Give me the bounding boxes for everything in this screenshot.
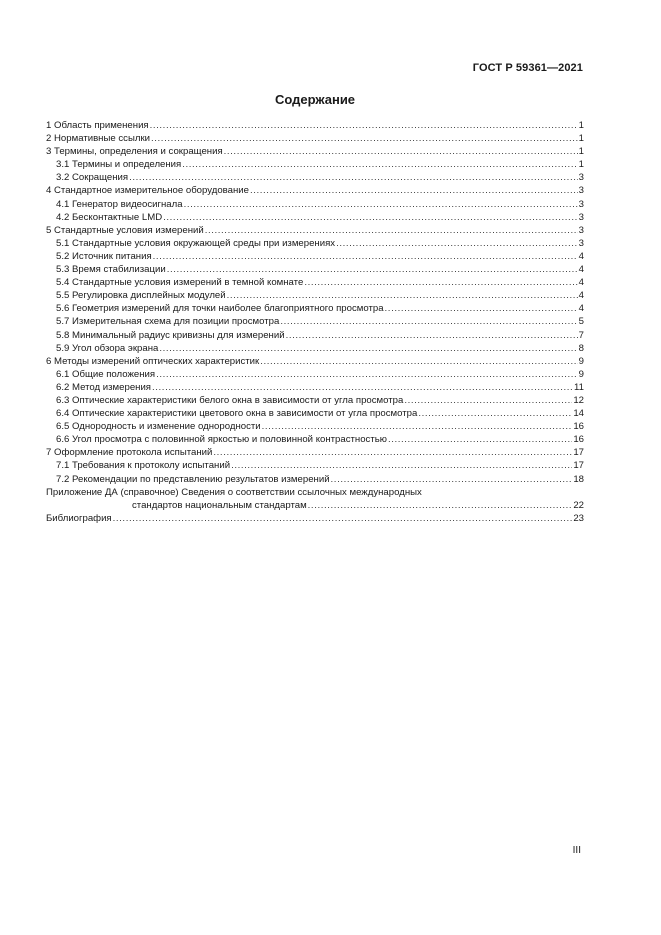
dot-leader — [153, 250, 578, 263]
toc-entry-title: 6.2 Метод измерения — [56, 381, 152, 393]
toc-entry-bibliography[interactable] — [46, 512, 584, 525]
dot-leader — [152, 381, 573, 394]
toc-entry-title: 4 Стандартное измерительное оборудование — [46, 185, 249, 197]
toc-entry[interactable] — [46, 381, 584, 394]
dot-leader — [331, 473, 573, 486]
toc-entry-page: 22 — [573, 499, 584, 511]
toc-entry[interactable] — [46, 276, 584, 289]
dot-leader — [150, 119, 578, 132]
toc-entry[interactable] — [46, 459, 584, 472]
toc-entry-page: 17 — [573, 447, 584, 459]
toc-entry-page: 4 — [578, 277, 584, 289]
toc-entry-title: 7 Оформление протокола испытаний — [46, 447, 213, 459]
toc-entry[interactable] — [46, 473, 584, 486]
toc-entry-title: 7.2 Рекомендации по представлению результатов измерений — [56, 473, 330, 485]
toc-entry-title: 1 Область применения — [46, 120, 149, 131]
toc-entry-page: 4 — [578, 250, 584, 262]
toc-entry-page: 1 — [578, 133, 584, 145]
toc-entry-title: 2 Нормативные ссылки — [46, 133, 151, 145]
toc-entry[interactable] — [46, 211, 584, 224]
toc-entry-page: 1 — [578, 146, 584, 158]
toc-entry[interactable] — [46, 342, 584, 355]
toc-entry-title: 6.4 Оптические характеристики цветового окна в зависимости от угла просмотра — [56, 408, 418, 420]
toc-entry-appendix-cont[interactable] — [46, 499, 584, 512]
toc-entry-page: 3 — [578, 172, 584, 184]
dot-leader — [227, 289, 578, 302]
toc-entry-title: стандартов национальным стандартам — [132, 499, 307, 511]
toc-entry[interactable] — [46, 355, 584, 368]
toc-entry-page: 1 — [578, 159, 584, 171]
toc-entry-page: 3 — [578, 224, 584, 236]
page-title: Содержание — [274, 92, 356, 107]
dot-leader — [336, 237, 578, 250]
dot-leader — [418, 407, 572, 420]
toc-entry[interactable] — [46, 184, 584, 197]
dot-leader — [151, 132, 578, 145]
dot-leader — [156, 368, 578, 381]
toc-entry-title: 3.1 Термины и определения — [56, 159, 182, 171]
dot-leader — [129, 171, 578, 184]
dot-leader — [163, 211, 578, 224]
dot-leader — [308, 499, 573, 512]
toc-entry-title: 5.4 Стандартные условия измерений в темной комнате — [56, 277, 304, 289]
toc-entry[interactable] — [46, 433, 584, 446]
toc-entry[interactable] — [46, 119, 584, 132]
toc-entry[interactable] — [46, 394, 584, 407]
dot-leader — [231, 459, 572, 472]
toc-entry-title: 3 Термины, определения и сокращения — [46, 146, 223, 158]
toc-entry-title: 6.1 Общие положения — [56, 368, 156, 380]
toc-entry-title: 6.6 Угол просмотра с половинной яркостью и половинной контрастностью — [56, 434, 387, 446]
standard-code: ГОСТ Р 59361—2021 — [472, 62, 583, 74]
toc-entry-title: 6.3 Оптические характеристики белого окна в зависимости от угла просмотра — [56, 394, 404, 406]
toc-entry-title: 5.7 Измерительная схема для позиции просмотра — [56, 316, 280, 328]
toc-entry-title: 5.1 Стандартные условия окружающей среды при измерениях — [56, 237, 336, 249]
dot-leader — [205, 224, 578, 237]
toc-entry[interactable] — [46, 289, 584, 302]
dot-leader — [280, 315, 577, 328]
toc-entry-page: 17 — [573, 460, 584, 472]
toc-entry[interactable] — [46, 237, 584, 250]
toc-entry-page: 9 — [578, 355, 584, 367]
toc-entry-page: 4 — [578, 264, 584, 276]
toc-entry-page: 3 — [578, 211, 584, 223]
toc-entry[interactable] — [46, 145, 584, 158]
toc-entry[interactable] — [46, 263, 584, 276]
dot-leader — [286, 329, 578, 342]
toc-entry-title: Библиография — [46, 512, 112, 524]
toc-entry-page: 9 — [578, 368, 584, 380]
toc-entry-title: 7.1 Требования к протоколу испытаний — [56, 460, 231, 472]
dot-leader — [262, 420, 573, 433]
toc-entry-page: 7 — [578, 329, 584, 341]
toc-entry-title: 5.5 Регулировка дисплейных модулей — [56, 290, 226, 302]
toc-entry[interactable] — [46, 368, 584, 381]
toc-entry-title: 5.6 Геометрия измерений для точки наиболее благоприятного просмотра — [56, 303, 384, 315]
toc-entry[interactable] — [46, 224, 584, 237]
toc-entry-title: Приложение ДА (справочное) Сведения о соответствии ссылочных международных — [46, 486, 422, 498]
toc-entry[interactable] — [46, 198, 584, 211]
toc-entry-title: 5.2 Источник питания — [56, 250, 152, 262]
dot-leader — [260, 355, 577, 368]
dot-leader — [224, 145, 578, 158]
table-of-contents — [46, 119, 584, 525]
toc-entry-page: 3 — [578, 237, 584, 249]
toc-entry-page: 16 — [573, 421, 584, 433]
toc-entry[interactable] — [46, 158, 584, 171]
dot-leader — [404, 394, 572, 407]
toc-entry-title: 5.9 Угол обзора экрана — [56, 342, 159, 354]
page-number: III — [572, 845, 581, 856]
toc-entry-page: 23 — [573, 512, 584, 524]
toc-entry-page: 1 — [578, 120, 584, 131]
toc-entry[interactable] — [46, 446, 584, 459]
toc-entry-page: 3 — [578, 185, 584, 197]
toc-entry-page: 5 — [578, 316, 584, 328]
toc-entry[interactable] — [46, 315, 584, 328]
toc-entry-appendix[interactable] — [46, 486, 584, 499]
toc-entry[interactable] — [46, 407, 584, 420]
toc-entry-title: 5 Стандартные условия измерений — [46, 224, 204, 236]
toc-entry-page: 16 — [573, 434, 584, 446]
dot-leader — [388, 433, 572, 446]
dot-leader — [167, 263, 578, 276]
toc-entry-title: 5.3 Время стабилизации — [56, 264, 166, 276]
toc-entry-page: 4 — [578, 290, 584, 302]
dot-leader — [304, 276, 577, 289]
dot-leader — [159, 342, 577, 355]
toc-entry-page: 18 — [573, 473, 584, 485]
toc-entry-title: 4.2 Бесконтактные LMD — [56, 211, 163, 223]
toc-entry-page: 12 — [573, 394, 584, 406]
toc-entry-title: 5.8 Минимальный радиус кривизны для измерений — [56, 329, 285, 341]
dot-leader — [250, 184, 578, 197]
toc-entry[interactable] — [46, 302, 584, 315]
toc-entry[interactable] — [46, 132, 584, 145]
toc-entry[interactable] — [46, 420, 584, 433]
dot-leader — [213, 446, 572, 459]
dot-leader — [385, 302, 578, 315]
toc-entry[interactable] — [46, 329, 584, 342]
dot-leader — [113, 512, 573, 525]
toc-entry[interactable] — [46, 171, 584, 184]
toc-entry-page: 3 — [578, 198, 584, 210]
toc-entry-page: 8 — [578, 342, 584, 354]
toc-entry-title: 3.2 Сокращения — [56, 172, 129, 184]
dot-leader — [184, 198, 578, 211]
toc-entry-title: 6.5 Однородность и изменение однородности — [56, 421, 261, 433]
toc-entry-title: 6 Методы измерений оптических характеристик — [46, 355, 260, 367]
toc-entry-page: 11 — [574, 381, 584, 393]
toc-entry-title: 4.1 Генератор видеосигнала — [56, 198, 183, 210]
dot-leader — [182, 158, 577, 171]
toc-entry-page: 14 — [573, 408, 584, 420]
toc-entry-page: 4 — [578, 303, 584, 315]
toc-entry[interactable] — [46, 250, 584, 263]
